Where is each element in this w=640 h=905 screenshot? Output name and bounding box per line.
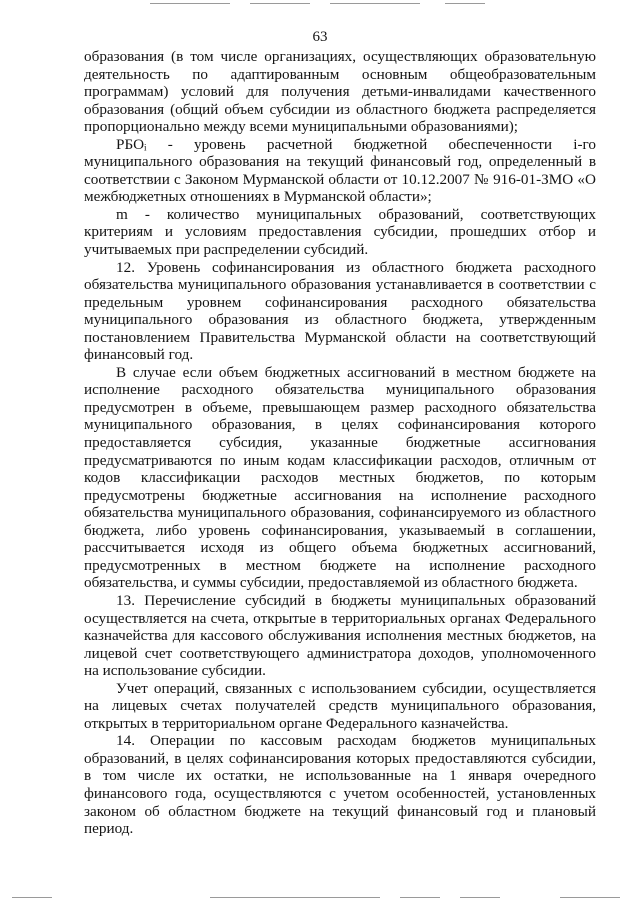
scan-edge-line bbox=[330, 3, 420, 4]
scan-edge-line bbox=[560, 897, 620, 898]
paragraph: 14. Операции по кассовым расходам бюджетов муниципальных образований, в целях софинансирования которых предоставляются субсидии, в том числе их остатки, не использованные на 1 января очередного финансового года, осуществляются с учетом особенностей, установленных законом об областном бюджете на текущий финансовый год и плановый период. bbox=[84, 732, 596, 838]
paragraph: РБОᵢ - уровень расчетной бюджетной обеспеченности i-го муниципального образования на текущий финансовый год, определенный в соответствии с Законом Мурманской области от 10.12.2007 № 916-01-ЗМО «О межбюджетных отношениях в Мурманской области»; bbox=[84, 135, 596, 206]
paragraph: образования (в том числе организациях, осуществляющих образовательную деятельность по адаптированным основным общеобразовательным программам) условий для получения детьми-инвалидами качественного образования (общий объем субсидии из областного бюджета распределяется пропорционально между всеми муниципальными образованиями); bbox=[84, 48, 596, 136]
scan-edge-line bbox=[400, 897, 440, 898]
scan-edge-line bbox=[250, 3, 310, 4]
scan-edge-line bbox=[150, 3, 230, 4]
paragraph: В случае если объем бюджетных ассигнований в местном бюджете на исполнение расходного обязательства муниципального образования предусмотрен в объеме, превышающем размер расходного обязательства муниципального образования, в целях софинансирования которого предоставляется субсидия, указанные бюджетные ассигнования предусматриваются по иным кодам классификации расходов, отличным от кодов классификации расходов местных бюджетов, по которым предусмотрены бюджетные ассигнования на исполнение расходного обязательства муниципального образования, софинансируемого из областного бюджета, либо уровень софинансирования, указываемый в соглашении, рассчитывается исходя из общего объема бюджетных ассигнований, предусмотренных в местном бюджете на исполнение расходного обязательства, и суммы субсидии, предоставляемой из областного бюджета. bbox=[84, 363, 596, 592]
scan-edge-line bbox=[445, 3, 485, 4]
scan-edge-line bbox=[460, 897, 500, 898]
paragraph: Учет операций, связанных с использованием субсидии, осуществляется на лицевых счетах получателей средств муниципального образования, открытых в территориальном органе Федерального казначейства. bbox=[84, 679, 596, 732]
page-number: 63 bbox=[312, 29, 328, 45]
paragraph: 12. Уровень софинансирования из областного бюджета расходного обязательства муниципального образования устанавливается в соответствии с предельным уровнем софинансирования расходного обязательства муниципального образования из областного бюджета, утвержденным постановлением Правительства Мурманской области на соответствующий финансовый год. bbox=[84, 258, 596, 364]
paragraph: 13. Перечисление субсидий в бюджеты муниципальных образований осуществляется на счета, открытые в территориальных органах Федерального казначейства для кассового обслуживания исполнения местных бюджетов, на лицевой счет соответствующего администратора доходов, уполномоченного на использование субсидии. bbox=[84, 591, 596, 680]
document-body bbox=[84, 48, 596, 838]
scan-edge-line bbox=[12, 897, 52, 898]
paragraph: m - количество муниципальных образований, соответствующих критериям и условиям предоставления субсидии, прошедших отбор и учитываемых при распределении субсидий. bbox=[84, 205, 596, 259]
scan-edge-line bbox=[210, 897, 380, 898]
